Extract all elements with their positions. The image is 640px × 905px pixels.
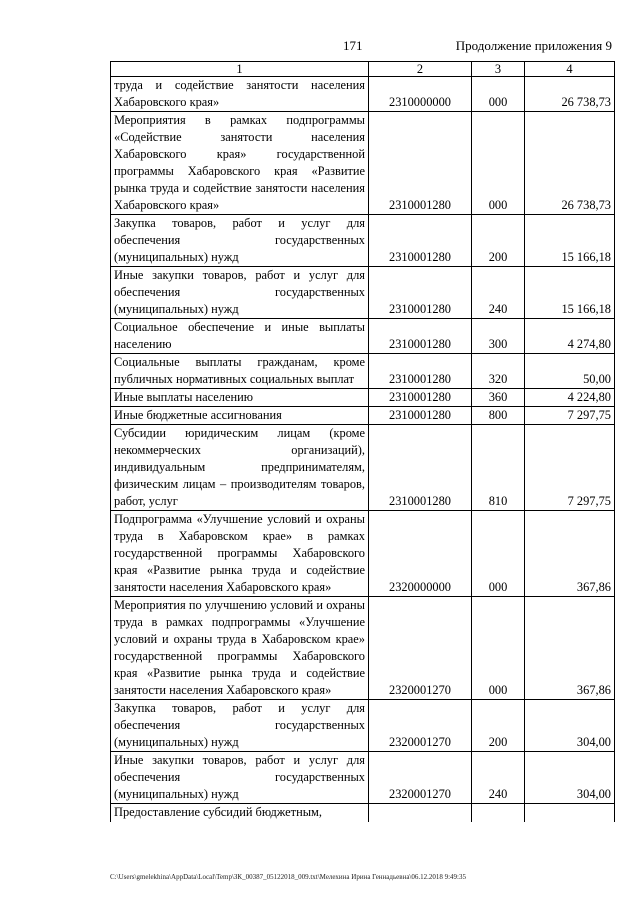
row-amount: 4 224,80 — [525, 389, 615, 407]
row-amount: 15 166,18 — [525, 267, 615, 319]
row-amount: 7 297,75 — [525, 425, 615, 511]
row-type: 240 — [472, 267, 525, 319]
row-name: Субсидии юридическим лицам (кроме некоммерческих организаций), индивидуальным предпринимателям, физическим лицам – производителям товаров, работ, услуг — [111, 425, 369, 511]
continuation-label: Продолжение приложения 9 — [455, 38, 612, 53]
row-name: Мероприятия в рамках подпрограммы «Содействие занятости населения Хабаровского края» государственной программы Хабаровского края «Развитие рынка труда и содействие занятости населения Хабаровского края» — [111, 112, 369, 215]
row-type: 000 — [472, 77, 525, 112]
table-row — [111, 354, 615, 389]
row-amount: 304,00 — [525, 700, 615, 752]
row-type: 300 — [472, 319, 525, 354]
table-row — [111, 112, 615, 215]
row-amount — [525, 804, 615, 823]
row-amount: 304,00 — [525, 752, 615, 804]
table-row — [111, 700, 615, 752]
row-name: Мероприятия по улучшению условий и охраны труда в рамках подпрограммы «Улучшение условий и охраны труда в Хабаровском крае» государственной программы Хабаровского края «Развитие рынка труда и содействие занятости населения Хабаровского края» — [111, 597, 369, 700]
row-type: 810 — [472, 425, 525, 511]
row-code: 2310001280 — [369, 112, 472, 215]
row-type: 360 — [472, 389, 525, 407]
row-type: 000 — [472, 597, 525, 700]
row-code: 2320001270 — [369, 752, 472, 804]
row-type: 000 — [472, 511, 525, 597]
table-row — [111, 215, 615, 267]
row-code: 2310001280 — [369, 389, 472, 407]
row-code: 2310001280 — [369, 267, 472, 319]
row-name: Социальные выплаты гражданам, кроме публичных нормативных социальных выплат — [111, 354, 369, 389]
table-row — [111, 425, 615, 511]
table-row — [111, 752, 615, 804]
column-header: 3 — [472, 62, 525, 77]
page-number: 171 — [343, 38, 363, 53]
table-row — [111, 77, 615, 112]
row-code: 2320001270 — [369, 597, 472, 700]
row-amount: 367,86 — [525, 511, 615, 597]
row-code: 2320001270 — [369, 700, 472, 752]
table-row — [111, 804, 615, 823]
table-row — [111, 319, 615, 354]
row-name: труда и содействие занятости населения Хабаровского края» — [111, 77, 369, 112]
row-code: 2310001280 — [369, 407, 472, 425]
row-amount: 7 297,75 — [525, 407, 615, 425]
row-code: 2310000000 — [369, 77, 472, 112]
column-header: 1 — [111, 62, 369, 77]
table-row — [111, 407, 615, 425]
table-row — [111, 597, 615, 700]
row-amount: 367,86 — [525, 597, 615, 700]
row-amount: 26 738,73 — [525, 77, 615, 112]
row-type: 320 — [472, 354, 525, 389]
row-amount: 15 166,18 — [525, 215, 615, 267]
row-name: Закупка товаров, работ и услуг для обеспечения государственных (муниципальных) нужд — [111, 700, 369, 752]
row-type: 240 — [472, 752, 525, 804]
row-name: Подпрограмма «Улучшение условий и охраны труда в Хабаровском крае» в рамках государственной программы Хабаровского края «Развитие рынка труда и содействие занятости населения Хабаровского края» — [111, 511, 369, 597]
row-code: 2310001280 — [369, 319, 472, 354]
row-code: 2310001280 — [369, 354, 472, 389]
row-type: 200 — [472, 700, 525, 752]
file-path-footer: C:\Users\gmelekhina\AppData\Local\Temp\ЗК_00387_05122018_009.txt\Мелехина Ирина Геннадьевна\06.12.2018 9:49:35 — [110, 873, 467, 881]
column-header: 4 — [525, 62, 615, 77]
row-code: 2310001280 — [369, 425, 472, 511]
row-type: 800 — [472, 407, 525, 425]
budget-table — [110, 61, 615, 822]
row-name: Иные закупки товаров, работ и услуг для обеспечения государственных (муниципальных) нужд — [111, 267, 369, 319]
row-amount: 26 738,73 — [525, 112, 615, 215]
row-code: 2310001280 — [369, 215, 472, 267]
row-name: Предоставление субсидий бюджетным, — [111, 804, 369, 823]
row-type: 200 — [472, 215, 525, 267]
table-header-row — [111, 62, 615, 77]
row-amount: 4 274,80 — [525, 319, 615, 354]
row-amount: 50,00 — [525, 354, 615, 389]
row-name: Иные закупки товаров, работ и услуг для обеспечения государственных (муниципальных) нужд — [111, 752, 369, 804]
column-header: 2 — [369, 62, 472, 77]
row-type: 000 — [472, 112, 525, 215]
row-name: Иные бюджетные ассигнования — [111, 407, 369, 425]
row-type — [472, 804, 525, 823]
table-row — [111, 511, 615, 597]
row-name: Закупка товаров, работ и услуг для обеспечения государственных (муниципальных) нужд — [111, 215, 369, 267]
row-name: Иные выплаты населению — [111, 389, 369, 407]
row-code: 2320000000 — [369, 511, 472, 597]
row-code — [369, 804, 472, 823]
table-row — [111, 389, 615, 407]
table-row — [111, 267, 615, 319]
row-name: Социальное обеспечение и иные выплаты населению — [111, 319, 369, 354]
